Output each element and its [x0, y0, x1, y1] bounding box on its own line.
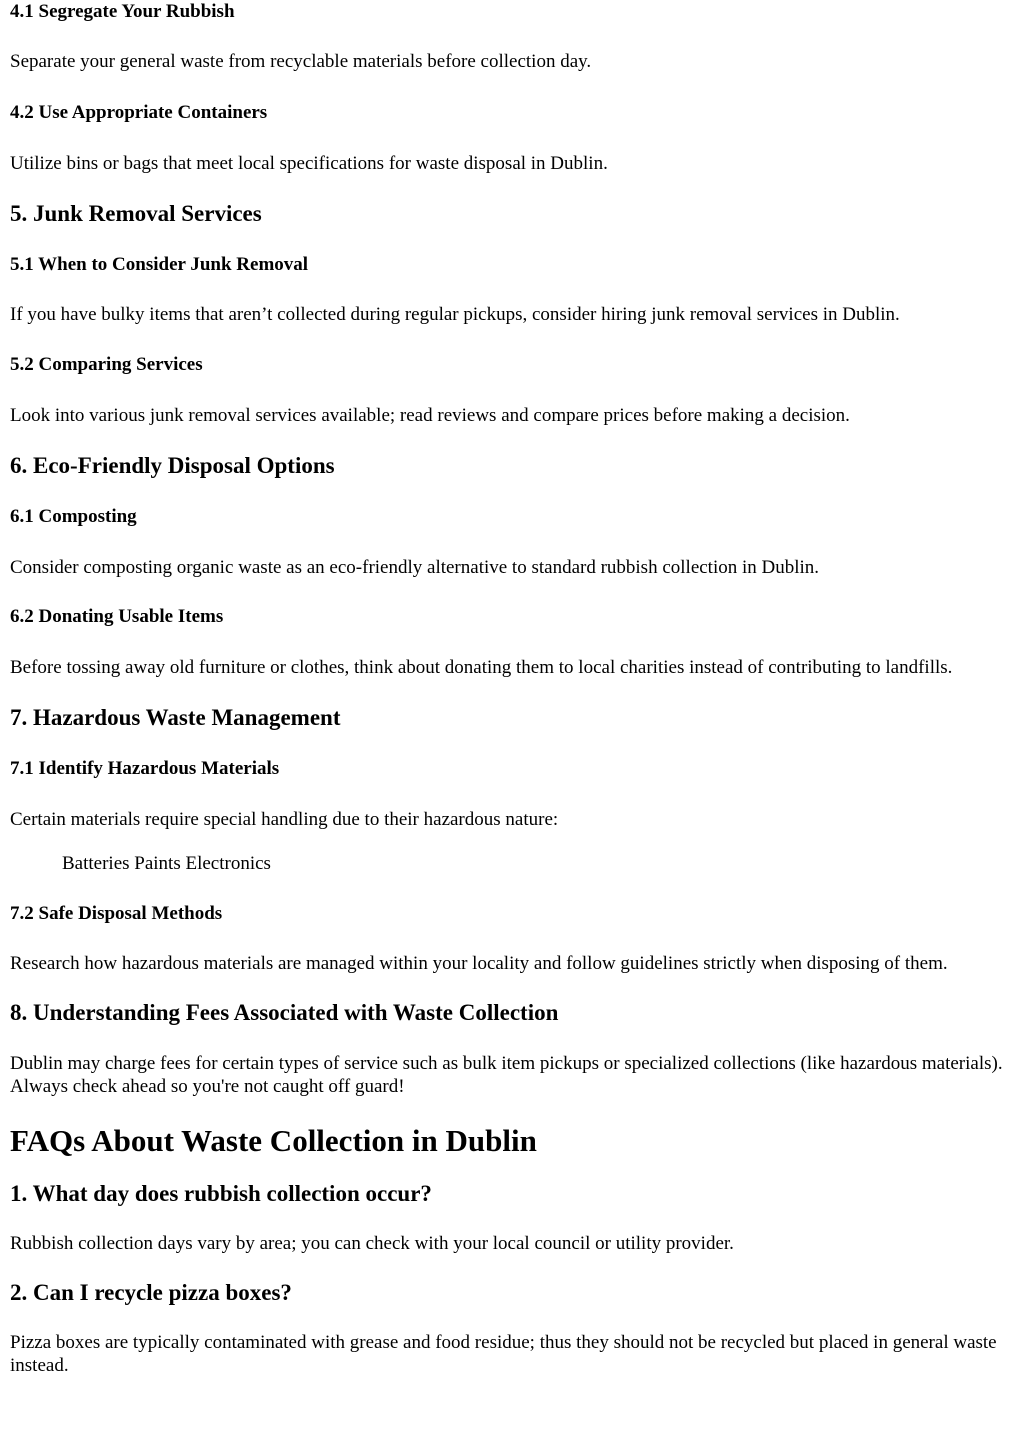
list-item: Paints — [134, 853, 181, 874]
heading-8: 8. Understanding Fees Associated with Waste Collection — [10, 1000, 559, 1025]
heading-5: 5. Junk Removal Services — [10, 201, 262, 226]
paragraph-8: Dublin may charge fees for certain types of service such as bulk item pickups or specialized collections (like hazardous materials). Always check ahead so you're not caught off guard! — [10, 1053, 1003, 1097]
faq-answer-1: Rubbish collection days vary by area; you can check with your local council or utility provider. — [10, 1233, 734, 1254]
heading-7: 7. Hazardous Waste Management — [10, 705, 341, 730]
heading-6-1: 6.1 Composting — [10, 506, 137, 527]
heading-4-1: 4.1 Segregate Your Rubbish — [10, 1, 235, 22]
heading-7-2: 7.2 Safe Disposal Methods — [10, 903, 223, 924]
heading-6: 6. Eco-Friendly Disposal Options — [10, 453, 335, 478]
paragraph-6-2: Before tossing away old furniture or clothes, think about donating them to local charities instead of contributing to landfills. — [10, 657, 953, 678]
paragraph-5-2: Look into various junk removal services available; read reviews and compare prices before making a decision. — [10, 405, 850, 426]
list-item: Electronics — [185, 853, 271, 874]
faq-title: FAQs About Waste Collection in Dublin — [10, 1123, 537, 1158]
paragraph-7-1: Certain materials require special handling due to their hazardous nature: — [10, 809, 559, 830]
heading-7-1: 7.1 Identify Hazardous Materials — [10, 758, 280, 779]
heading-5-2: 5.2 Comparing Services — [10, 354, 203, 375]
faq-question-2: 2. Can I recycle pizza boxes? — [10, 1280, 292, 1305]
hazardous-materials-list — [10, 852, 1014, 875]
paragraph-7-2: Research how hazardous materials are managed within your locality and follow guidelines strictly when disposing of them. — [10, 953, 948, 974]
heading-6-2: 6.2 Donating Usable Items — [10, 606, 224, 627]
faq-question-1: 1. What day does rubbish collection occur? — [10, 1181, 432, 1206]
paragraph-4-1: Separate your general waste from recyclable materials before collection day. — [10, 51, 592, 72]
paragraph-5-1: If you have bulky items that aren’t collected during regular pickups, consider hiring junk removal services in Dublin. — [10, 304, 900, 325]
faq-answer-2: Pizza boxes are typically contaminated with grease and food residue; thus they should not be recycled but placed in general waste instead. — [10, 1332, 997, 1376]
list-item: Batteries — [62, 853, 130, 874]
paragraph-6-1: Consider composting organic waste as an eco-friendly alternative to standard rubbish collection in Dublin. — [10, 557, 820, 578]
heading-4-2: 4.2 Use Appropriate Containers — [10, 102, 268, 123]
paragraph-4-2: Utilize bins or bags that meet local specifications for waste disposal in Dublin. — [10, 153, 608, 174]
heading-5-1: 5.1 When to Consider Junk Removal — [10, 254, 309, 275]
